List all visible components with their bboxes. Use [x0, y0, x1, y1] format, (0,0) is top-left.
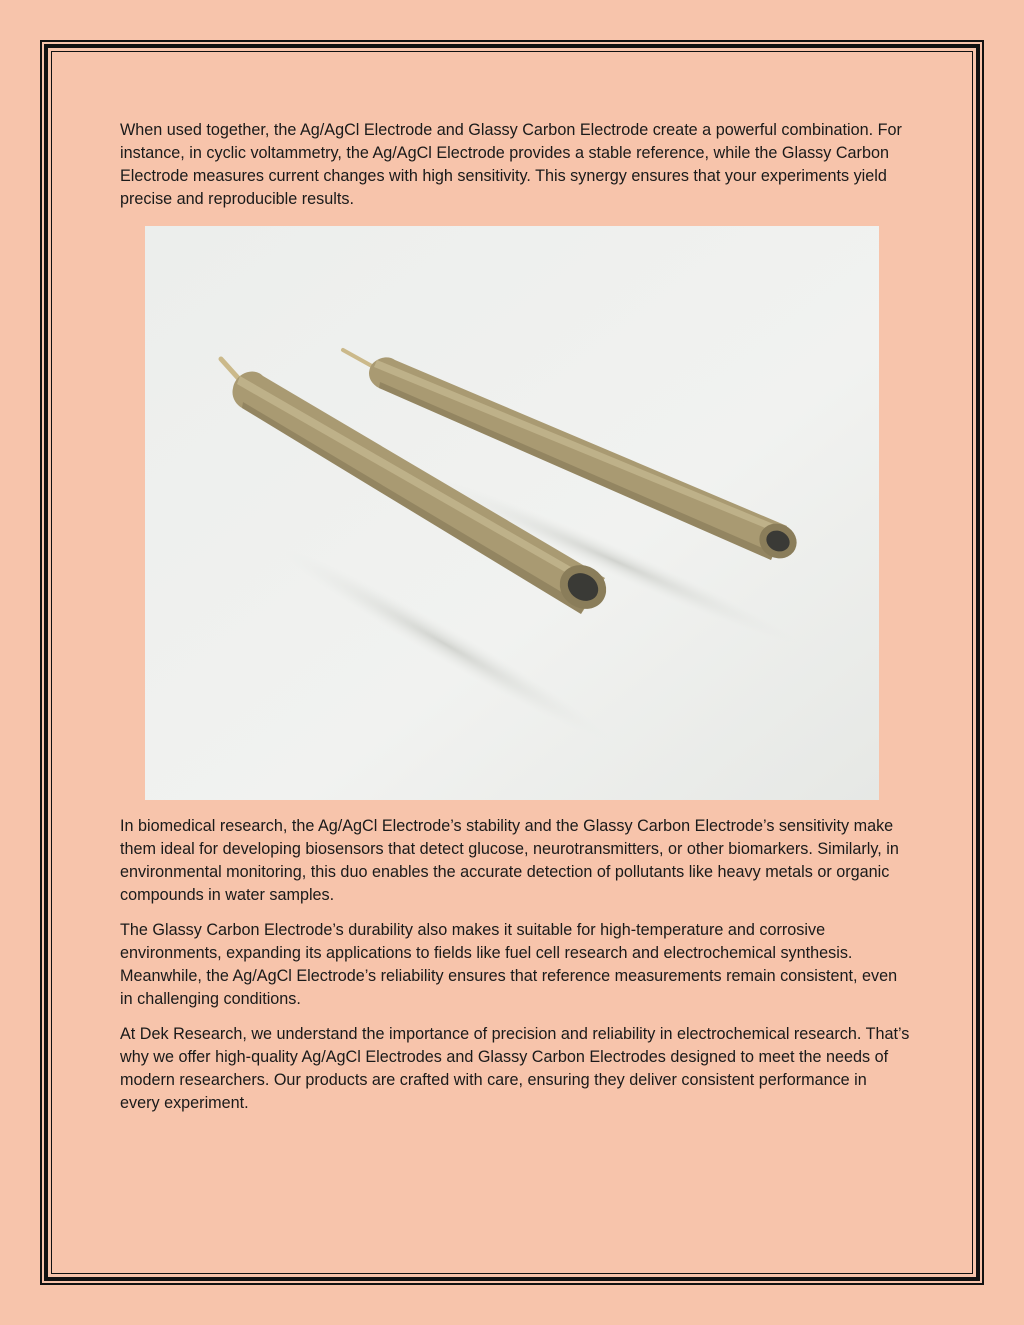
paragraph-intro [120, 119, 910, 211]
paragraph-biomedical [120, 815, 910, 907]
paragraph-biomedical-text: In biomedical research, the Ag/AgCl Electrode’s stability and the Glassy Carbon Electrode’s sensitivity make them ideal for developing biosensors that detect glucose, neurotransmitters, or other biomarkers. Similarly, in environmental monitoring, this duo enables the accurate detection of pollutants like heavy metals or organic compounds in water samples. [120, 817, 899, 904]
paragraph-intro-text: When used together, the Ag/AgCl Electrode and Glassy Carbon Electrode create a powerful combination. For instance, in cyclic voltammetry, the Ag/AgCl Electrode provides a stable reference, while the Glassy Carbon Electrode measures current changes with high sensitivity. This synergy ensures that your experiments yield precise and reproducible results. [120, 121, 902, 208]
paragraph-durability-text: The Glassy Carbon Electrode’s durability also makes it suitable for high-temperature and corrosive environments, expanding its applications to fields like fuel cell research and electrochemical synthesis. Meanwhile, the Ag/AgCl Electrode’s reliability ensures that reference measurements remain consistent, even in challenging conditions. [120, 921, 898, 1008]
paragraph-dek-research [120, 1023, 910, 1115]
paragraph-durability [120, 919, 910, 1011]
electrodes-photo [145, 226, 879, 800]
paragraph-dek-research-text: At Dek Research, we understand the importance of precision and reliability in electrochemical research. That’s why we offer high-quality Ag/AgCl Electrodes and Glassy Carbon Electrodes designed to meet the needs of modern researchers. Our products are crafted with care, ensuring they deliver consistent performance in every experiment. [120, 1025, 910, 1112]
